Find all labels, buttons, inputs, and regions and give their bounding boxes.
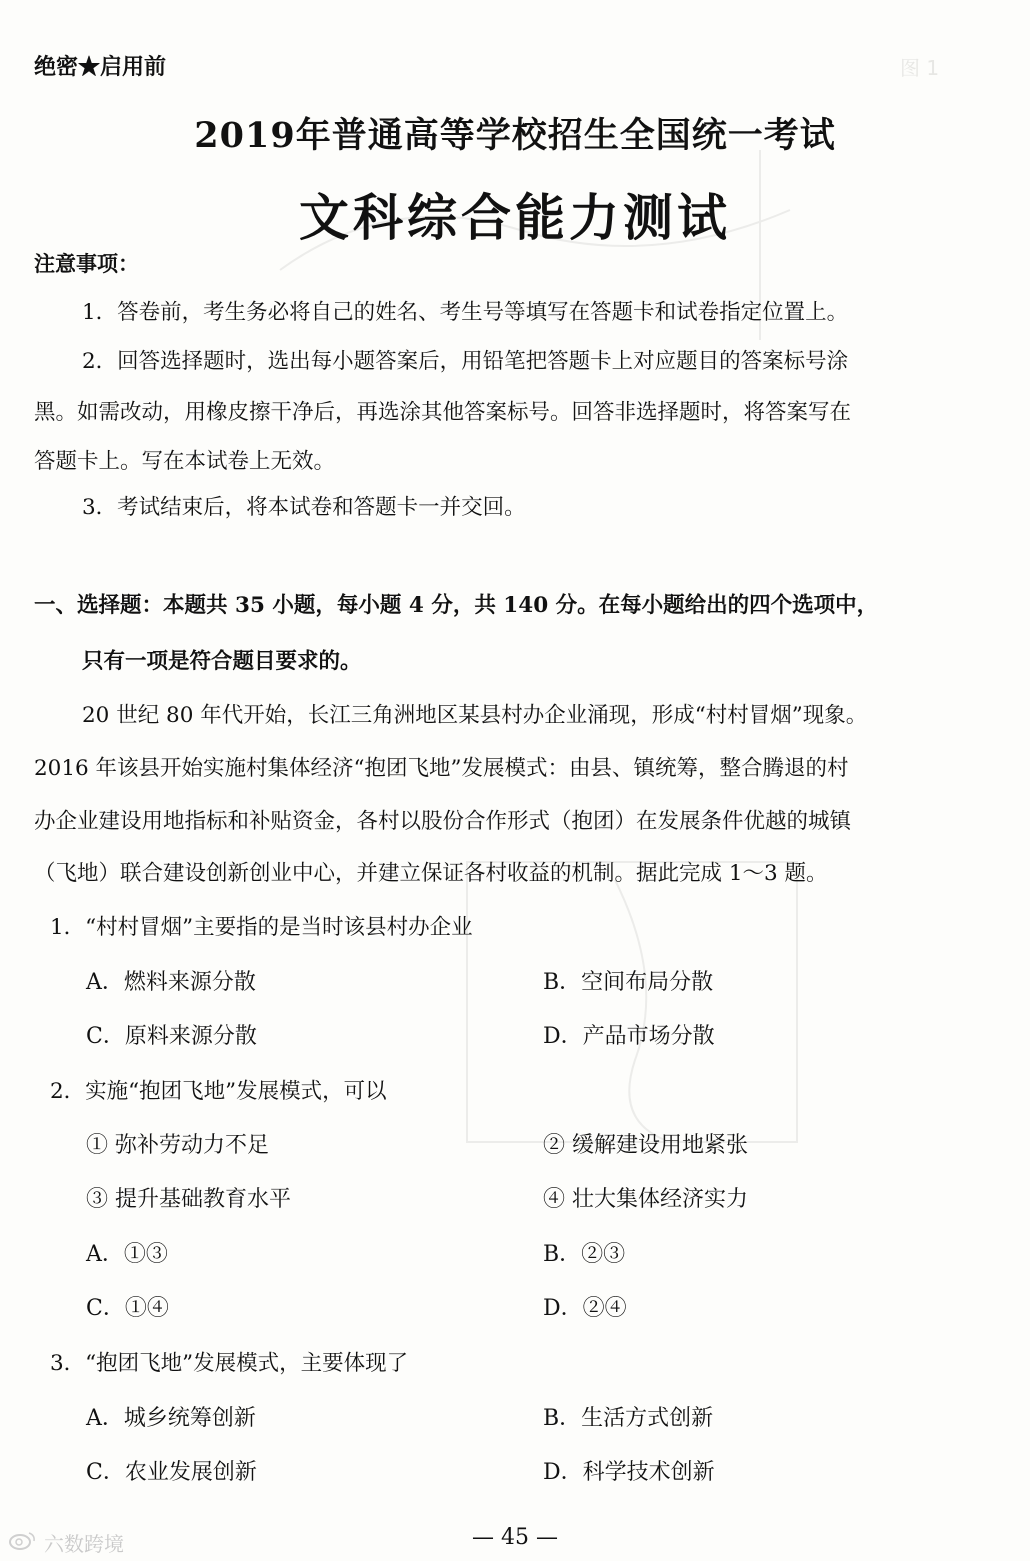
passage-line-1: 20 世纪 80 年代开始，长江三角洲地区某县村办企业涌现，形成“村村冒烟”现象。 [82,703,868,728]
notice-item-2-line-1: 2．回答选择题时，选出每小题答案后，用铅笔把答题卡上对应题目的答案标号涂 [82,349,849,374]
question-2-option-c: C．①④ [86,1296,169,1321]
notice-item-2-line-3: 答题卡上。写在本试卷上无效。 [34,449,336,474]
question-2-stem: 2．实施“抱团飞地”发展模式，可以 [50,1079,387,1104]
question-2-option-d: D．②④ [543,1296,627,1321]
passage-line-4: （飞地）联合建设创新创业中心，并建立保证各村收益的机制。据此完成 1～3 题。 [34,861,828,886]
confidential-label: 绝密★启用前 [34,54,167,80]
section-heading-line-2: 只有一项是符合题目要求的。 [82,649,362,674]
question-2-item-1: ① 弥补劳动力不足 [86,1133,269,1158]
question-3-stem: 3．“抱团飞地”发展模式，主要体现了 [50,1351,409,1376]
question-2-item-2: ② 缓解建设用地紧张 [543,1133,748,1158]
question-2-option-a: A．①③ [86,1242,168,1267]
question-2-option-b: B．②③ [543,1242,626,1267]
passage-line-3: 办企业建设用地指标和补贴资金，各村以股份合作形式（抱团）在发展条件优越的城镇 [34,809,852,834]
bleed-through-text: 图 1 [900,56,940,80]
watermark-text: 六数跨境 [44,1532,124,1556]
exam-subject-title: 文科综合能力测试 [299,188,731,247]
question-1-option-b: B．空间布局分散 [543,970,714,995]
notice-item-3: 3．考试结束后，将本试卷和答题卡一并交回。 [82,495,526,520]
passage-line-2: 2016 年该县开始实施村集体经济“抱团飞地”发展模式：由县、镇统筹，整合腾退的村 [34,756,849,781]
page-number: — 45 — [472,1525,558,1550]
question-3-option-a: A．城乡统筹创新 [86,1406,256,1431]
question-3-option-c: C．农业发展创新 [86,1460,257,1485]
section-heading-line-1: 一、选择题：本题共 35 小题，每小题 4 分，共 140 分。在每小题给出的四个选项中， [34,593,879,618]
notice-item-1: 1．答卷前，考生务必将自己的姓名、考生号等填写在答题卡和试卷指定位置上。 [82,300,849,325]
question-1-option-d: D．产品市场分散 [543,1024,715,1049]
question-3-option-b: B．生活方式创新 [543,1406,714,1431]
notice-item-2-line-2: 黑。如需改动，用橡皮擦干净后，再选涂其他答案标号。回答非选择题时，将答案写在 [34,400,852,425]
question-1-option-a: A．燃料来源分散 [86,970,256,995]
weibo-watermark-icon [8,1530,38,1550]
question-1-stem: 1．“村村冒烟”主要指的是当时该县村办企业 [50,915,473,940]
question-2-item-3: ③ 提升基础教育水平 [86,1187,291,1212]
question-1-option-c: C．原料来源分散 [86,1024,257,1049]
notice-heading: 注意事项： [34,251,139,276]
question-2-item-4: ④ 壮大集体经济实力 [543,1187,748,1212]
question-3-option-d: D．科学技术创新 [543,1460,715,1485]
exam-title: 2019年普通高等学校招生全国统一考试 [194,115,836,156]
